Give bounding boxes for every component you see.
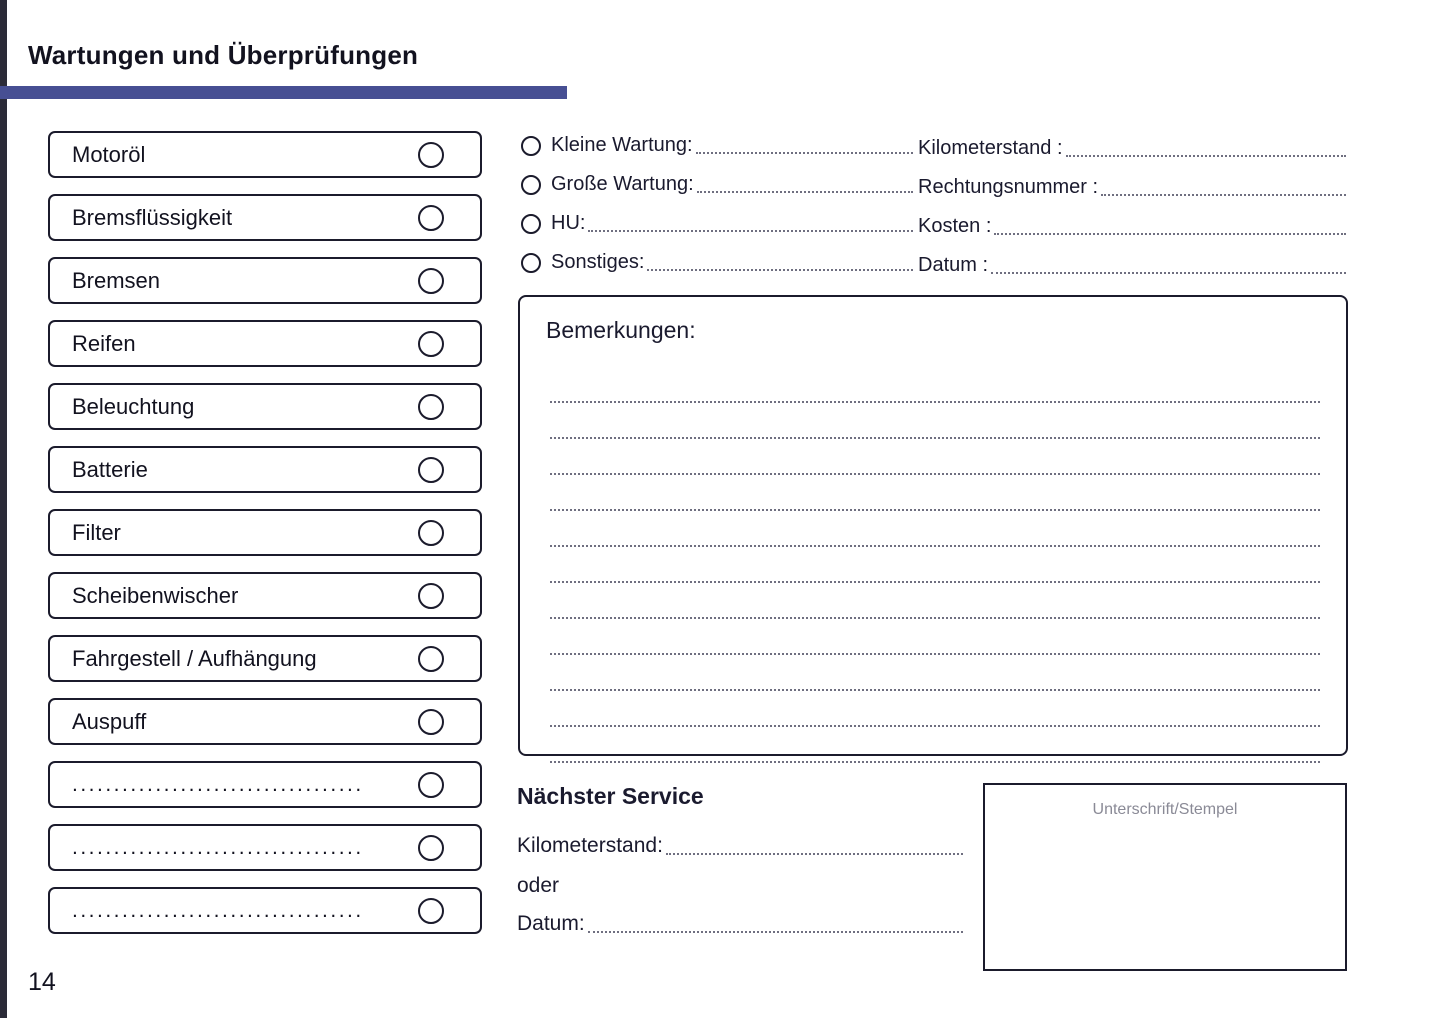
service-meta-label: Datum : bbox=[918, 254, 989, 276]
checklist-item-blank[interactable] bbox=[48, 761, 482, 808]
remarks-line[interactable] bbox=[550, 475, 1320, 511]
checklist-item-label: Filter bbox=[72, 519, 121, 545]
checklist-item[interactable] bbox=[48, 320, 482, 367]
checklist-item-write-in-line: ................................... bbox=[72, 835, 364, 859]
signature-stamp-label: Unterschrift/Stempel bbox=[1092, 801, 1238, 818]
remarks-line[interactable] bbox=[550, 511, 1320, 547]
checklist-item-write-in-line: ................................... bbox=[72, 772, 364, 796]
service-meta-write-in-line[interactable] bbox=[1101, 177, 1346, 196]
checkbox-circle-icon[interactable] bbox=[418, 709, 444, 735]
remarks-line[interactable] bbox=[550, 727, 1320, 763]
checklist-item-blank[interactable] bbox=[48, 887, 482, 934]
next-service-km-label: Kilometerstand: bbox=[517, 834, 663, 857]
checklist-item[interactable] bbox=[48, 446, 482, 493]
radio-circle-icon[interactable] bbox=[521, 175, 541, 195]
remarks-line[interactable] bbox=[550, 691, 1320, 727]
service-type-row[interactable] bbox=[521, 209, 913, 238]
next-service-title: Nächster Service bbox=[517, 783, 704, 809]
radio-circle-icon[interactable] bbox=[521, 253, 541, 273]
checklist-item[interactable] bbox=[48, 572, 482, 619]
radio-circle-icon[interactable] bbox=[521, 214, 541, 234]
service-meta-write-in-line[interactable] bbox=[1066, 138, 1346, 157]
service-type-write-in-line[interactable] bbox=[697, 174, 913, 193]
checkbox-circle-icon[interactable] bbox=[418, 142, 444, 168]
checklist-item[interactable] bbox=[48, 194, 482, 241]
checklist-item-blank[interactable] bbox=[48, 824, 482, 871]
checklist-item-label: Scheibenwischer bbox=[72, 582, 239, 608]
service-type-row[interactable] bbox=[521, 170, 913, 199]
checklist-item[interactable] bbox=[48, 698, 482, 745]
checklist-item[interactable] bbox=[48, 635, 482, 682]
checklist-item-write-in-line: ................................... bbox=[72, 898, 364, 922]
remarks-lines[interactable] bbox=[550, 367, 1320, 763]
remarks-line[interactable] bbox=[550, 655, 1320, 691]
checklist-item-label: Auspuff bbox=[72, 708, 147, 734]
page-number: 14 bbox=[28, 968, 56, 996]
checkbox-circle-icon[interactable] bbox=[418, 835, 444, 861]
checkbox-circle-icon[interactable] bbox=[418, 457, 444, 483]
checkbox-circle-icon[interactable] bbox=[418, 331, 444, 357]
next-service-date-row[interactable] bbox=[517, 908, 963, 936]
service-meta-label: Rechtungsnummer : bbox=[918, 176, 1099, 198]
checklist-item-label: Reifen bbox=[72, 330, 136, 356]
checklist bbox=[48, 131, 482, 950]
remarks-line[interactable] bbox=[550, 547, 1320, 583]
remarks-line[interactable] bbox=[550, 403, 1320, 439]
service-meta-row[interactable] bbox=[918, 209, 1346, 238]
service-type-group bbox=[521, 131, 913, 287]
checklist-item-label: Bremsflüssigkeit bbox=[72, 204, 233, 230]
next-service-or-row bbox=[517, 870, 963, 898]
checkbox-circle-icon[interactable] bbox=[418, 268, 444, 294]
service-type-row[interactable] bbox=[521, 131, 913, 160]
scan-edge bbox=[0, 0, 7, 1018]
service-type-label: Sonstiges: bbox=[551, 251, 645, 273]
next-service-km-write-in-line[interactable] bbox=[666, 836, 963, 855]
checkbox-circle-icon[interactable] bbox=[418, 520, 444, 546]
checkbox-circle-icon[interactable] bbox=[418, 583, 444, 609]
service-meta-row[interactable] bbox=[918, 170, 1346, 199]
title-underline-rule bbox=[0, 86, 567, 99]
checklist-item-label: Beleuchtung bbox=[72, 393, 195, 419]
service-meta-row[interactable] bbox=[918, 248, 1346, 277]
remarks-line[interactable] bbox=[550, 619, 1320, 655]
service-meta-write-in-line[interactable] bbox=[994, 216, 1346, 235]
service-meta-row[interactable] bbox=[918, 131, 1346, 160]
service-type-write-in-line[interactable] bbox=[647, 252, 913, 271]
remarks-line[interactable] bbox=[550, 439, 1320, 475]
checkbox-circle-icon[interactable] bbox=[418, 898, 444, 924]
radio-circle-icon[interactable] bbox=[521, 136, 541, 156]
checklist-item-label: Bremsen bbox=[72, 267, 161, 293]
checklist-item[interactable] bbox=[48, 383, 482, 430]
next-service-date-write-in-line[interactable] bbox=[588, 914, 963, 933]
service-type-label: HU: bbox=[551, 212, 586, 234]
service-meta-write-in-line[interactable] bbox=[991, 255, 1346, 274]
checklist-item[interactable] bbox=[48, 131, 482, 178]
service-meta-group bbox=[918, 131, 1346, 287]
service-type-label: Kleine Wartung: bbox=[551, 134, 693, 156]
checklist-item-label: Fahrgestell / Aufhängung bbox=[72, 645, 317, 671]
signature-stamp-box[interactable] bbox=[983, 783, 1347, 971]
page-title: Wartungen und Überprüfungen bbox=[28, 40, 419, 70]
checklist-item[interactable] bbox=[48, 509, 482, 556]
remarks-title: Bemerkungen: bbox=[546, 317, 696, 343]
next-service-or-label: oder bbox=[517, 874, 560, 897]
checkbox-circle-icon[interactable] bbox=[418, 394, 444, 420]
checkbox-circle-icon[interactable] bbox=[418, 205, 444, 231]
checkbox-circle-icon[interactable] bbox=[418, 772, 444, 798]
service-type-write-in-line[interactable] bbox=[696, 135, 913, 154]
checkbox-circle-icon[interactable] bbox=[418, 646, 444, 672]
service-meta-label: Kilometerstand : bbox=[918, 137, 1063, 159]
remarks-line[interactable] bbox=[550, 583, 1320, 619]
checklist-item[interactable] bbox=[48, 257, 482, 304]
service-type-row[interactable] bbox=[521, 248, 913, 277]
checklist-item-label: Batterie bbox=[72, 456, 148, 482]
service-type-label: Große Wartung: bbox=[551, 173, 694, 195]
next-service-date-label: Datum: bbox=[517, 912, 585, 935]
checklist-item-label: Motoröl bbox=[72, 141, 146, 167]
service-meta-label: Kosten : bbox=[918, 215, 992, 237]
remarks-box[interactable] bbox=[518, 295, 1348, 756]
scan-edge-inner bbox=[7, 0, 11, 1018]
next-service-km-row[interactable] bbox=[517, 830, 963, 858]
service-type-write-in-line[interactable] bbox=[588, 213, 913, 232]
remarks-line[interactable] bbox=[550, 367, 1320, 403]
